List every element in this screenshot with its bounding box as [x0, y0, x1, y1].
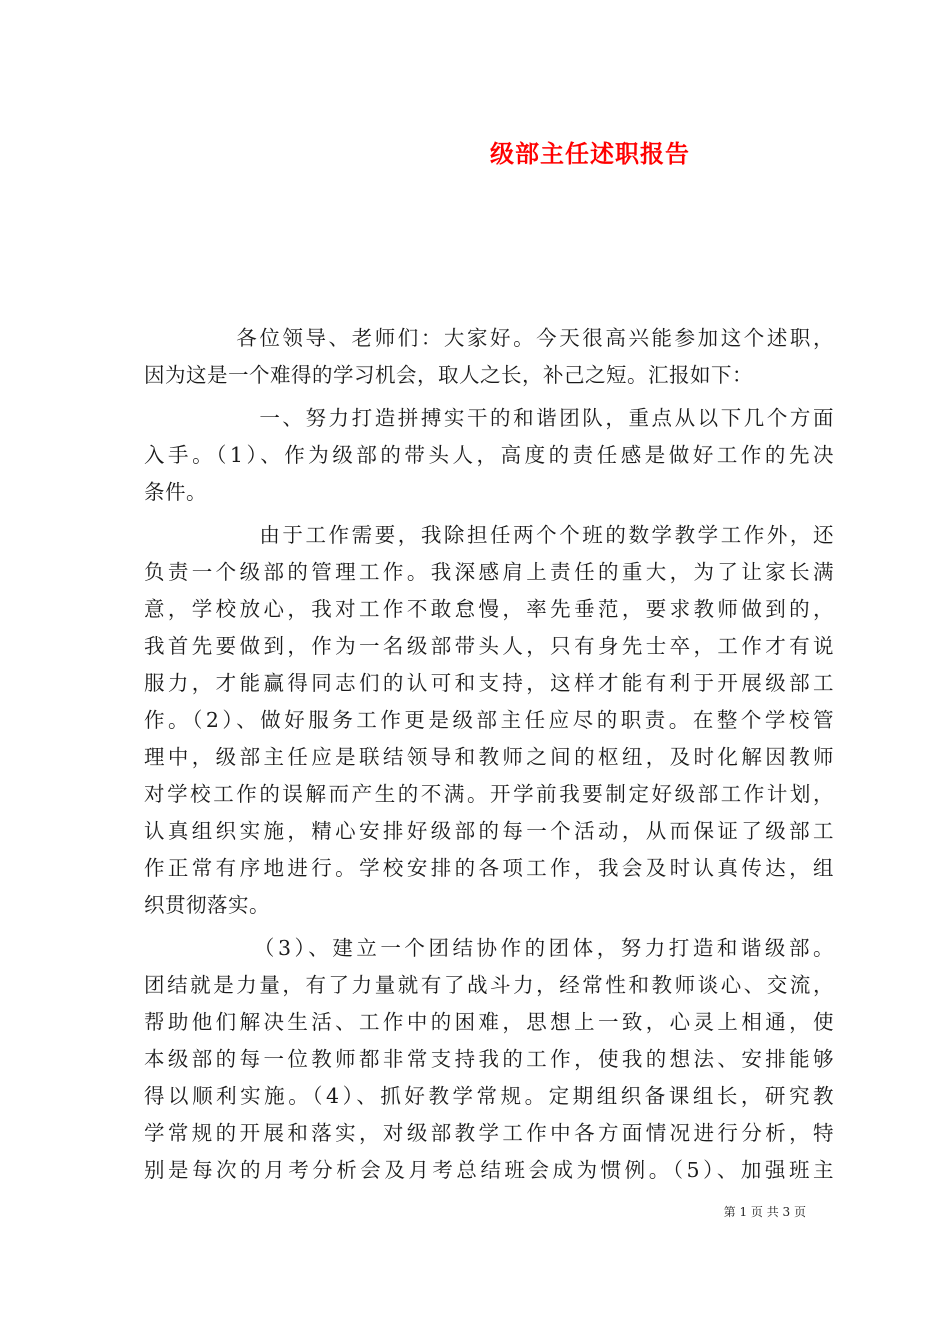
text-line: 服力，才能赢得同志们的认可和支持，这样才能有利于开展级部工 — [144, 671, 834, 695]
text-line: 由于工作需要，我除担任两个个班的数学教学工作外，还 — [144, 523, 834, 547]
text-line: 作。（2）、做好服务工作更是级部主任应尽的职责。在整个学校管 — [144, 708, 834, 732]
page-footer — [0, 1203, 950, 1220]
text-line: 别是每次的月考分析会及月考总结班会成为惯例。（5）、加强班主 — [144, 1158, 834, 1182]
text-line: 我首先要做到，作为一名级部带头人，只有身先士卒，工作才有说 — [144, 634, 834, 658]
text-line: 学常规的开展和落实，对级部教学工作中各方面情况进行分析，特 — [144, 1121, 834, 1145]
text-line: 理中，级部主任应是联结领导和教师之间的枢纽，及时化解因教师 — [144, 745, 834, 769]
paragraph-team-building — [144, 930, 834, 1189]
text-line: 作正常有序地进行。学校安排的各项工作，我会及时认真传达，组 — [144, 856, 834, 880]
text-line: 入手。（1）、作为级部的带头人，高度的责任感是做好工作的先决 — [144, 443, 834, 467]
text-line: 对学校工作的误解而产生的不满。开学前我要制定好级部工作计划， — [144, 782, 834, 806]
text-line: 团结就是力量，有了力量就有了战斗力，经常性和教师谈心、交流， — [144, 973, 834, 997]
text-line: 条件。 — [144, 480, 207, 504]
page-number: 第 1 页 共 3 页 — [723, 1205, 806, 1219]
text-line: 得以顺利实施。（4）、抓好教学常规。定期组织备课组长，研究教 — [144, 1084, 834, 1108]
text-line: 一、努力打造拼搏实干的和谐团队，重点从以下几个方面 — [144, 406, 834, 430]
text-line: （3）、建立一个团结协作的团体，努力打造和谐级部。 — [144, 936, 834, 960]
document-body — [144, 320, 834, 1189]
text-line: 各位领导、老师们：大家好。今天很高兴能参加这个述职， — [144, 326, 834, 350]
paragraph-greeting — [144, 320, 834, 394]
text-line: 本级部的每一位教师都非常支持我的工作，使我的想法、安排能够 — [144, 1047, 834, 1071]
paragraph-work-duties — [144, 517, 834, 924]
paragraph-section-one — [144, 400, 834, 511]
text-line: 意，学校放心，我对工作不敢怠慢，率先垂范，要求教师做到的， — [144, 597, 834, 621]
text-line: 织贯彻落实。 — [144, 893, 270, 917]
text-line: 因为这是一个难得的学习机会，取人之长，补己之短。汇报如下： — [144, 363, 753, 387]
text-line: 帮助他们解决生活、工作中的困难，思想上一致，心灵上相通，使 — [144, 1010, 834, 1034]
document-title: 级部主任述职报告 — [490, 139, 690, 168]
text-line: 认真组织实施，精心安排好级部的每一个活动，从而保证了级部工 — [144, 819, 834, 843]
text-line: 负责一个级部的管理工作。我深感肩上责任的重大，为了让家长满 — [144, 560, 834, 584]
